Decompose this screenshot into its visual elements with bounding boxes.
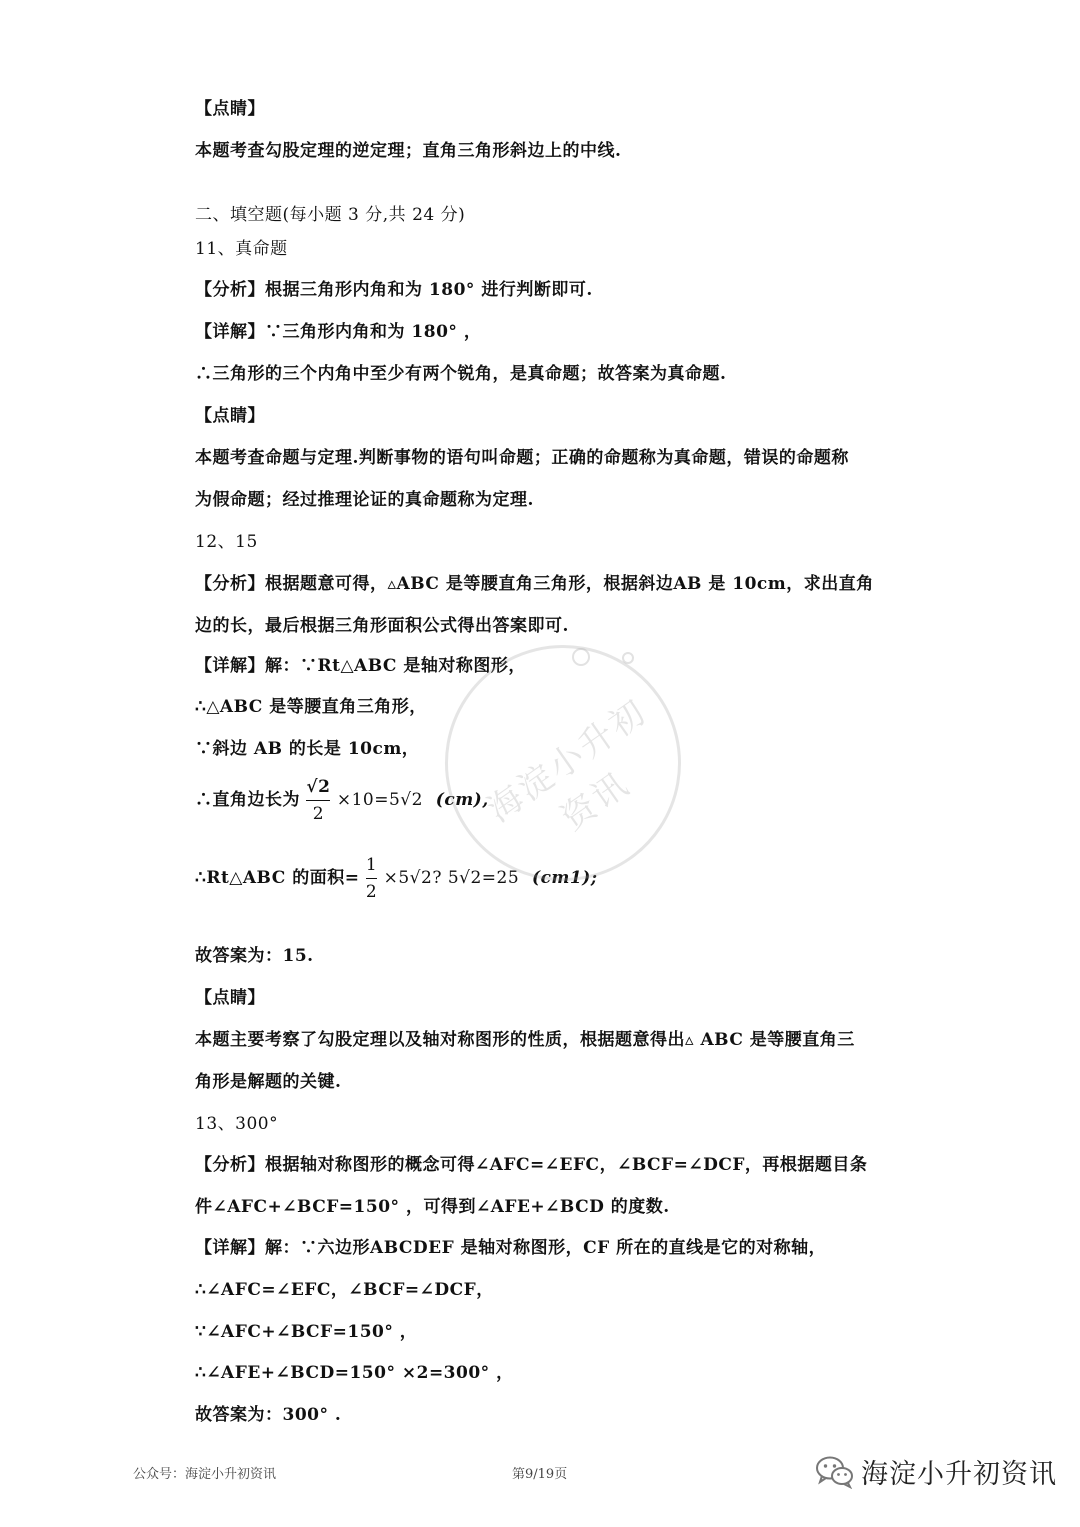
- watermark-text: 海淀小升初资讯: [480, 691, 655, 839]
- paragraph: 【分析】根据轴对称图形的概念可得∠AFC=∠EFC，∠BCF=∠DCF，再根据题目条: [195, 1155, 868, 1175]
- paragraph: 为假命题；经过推理论证的真命题称为定理.: [195, 490, 534, 510]
- formula-unit: (cm),: [435, 790, 489, 810]
- formula-unit: (cm1);: [532, 868, 598, 888]
- wechat-icon: [815, 1455, 855, 1489]
- formula-rest: ×5√2? 5√2=25: [383, 868, 520, 888]
- paragraph: 【详解】解：∵六边形ABCDEF 是轴对称图形，CF 所在的直线是它的对称轴，: [195, 1238, 827, 1258]
- paragraph: ∴∠AFE+∠BCD=150° ×2=300° ，: [195, 1363, 514, 1383]
- paragraph: 本题主要考察了勾股定理以及轴对称图形的性质，根据题意得出▵ ABC 是等腰直角三: [195, 1030, 855, 1050]
- fraction-denominator: 2: [365, 882, 378, 902]
- section-heading: 【点睛】: [195, 406, 265, 426]
- paragraph: 边的长，最后根据三角形面积公式得出答案即可.: [195, 616, 569, 636]
- fraction-bar: [366, 878, 377, 879]
- paragraph: 【分析】根据题意可得，▵ABC 是等腰直角三角形，根据斜边AB 是 10cm，求出直角: [195, 574, 874, 594]
- brand-text: 海淀小升初资讯: [861, 1459, 1057, 1490]
- formula-line: [195, 854, 598, 903]
- section-heading: 【点睛】: [195, 988, 265, 1008]
- paragraph: 角形是解题的关键.: [195, 1072, 342, 1092]
- formula-line: [195, 776, 489, 825]
- question-number: 11、真命题: [195, 239, 288, 259]
- paragraph: 【分析】根据三角形内角和为 180° 进行判断即可.: [195, 280, 593, 300]
- paragraph: 【详解】∵三角形内角和为 180° ，: [195, 322, 482, 342]
- question-number: 12、15: [195, 532, 258, 552]
- question-number: 13、300°: [195, 1114, 279, 1134]
- formula-prefix: ∴Rt△ABC 的面积=: [195, 868, 360, 888]
- paragraph: 故答案为：15.: [195, 946, 314, 966]
- paragraph: 【详解】解：∵Rt△ABC 是轴对称图形，: [195, 656, 526, 676]
- watermark-dot: [622, 652, 634, 664]
- footer-account: 公众号：海淀小升初资讯: [133, 1467, 277, 1482]
- paragraph: ∴△ABC 是等腰直角三角形，: [195, 697, 427, 717]
- paragraph: ∵斜边 AB 的长是 10cm，: [195, 739, 420, 759]
- fraction-bar: [306, 800, 330, 801]
- formula-prefix: ∴直角边长为: [195, 790, 300, 810]
- fraction-numerator: 1: [365, 855, 378, 875]
- brand-watermark: [815, 1452, 1057, 1491]
- page-number: 第9/19页: [512, 1467, 568, 1482]
- fraction: [366, 854, 377, 903]
- fraction: [306, 776, 330, 825]
- section-heading: 【点睛】: [195, 99, 265, 119]
- paragraph: 本题考查命题与定理.判断事物的语句叫命题；正确的命题称为真命题，错误的命题称: [195, 448, 849, 468]
- section-title: 二、填空题(每小题 3 分,共 24 分): [195, 205, 466, 225]
- watermark-dot: [572, 648, 590, 666]
- paragraph: 件∠AFC+∠BCF=150° ，可得到∠AFE+∠BCD 的度数.: [195, 1197, 670, 1217]
- paragraph: ∵∠AFC+∠BCF=150° ，: [195, 1322, 418, 1342]
- fraction-numerator: √2: [306, 777, 331, 797]
- paragraph: ∴∠AFC=∠EFC，∠BCF=∠DCF，: [195, 1280, 494, 1300]
- paragraph: 本题考查勾股定理的逆定理；直角三角形斜边上的中线.: [195, 141, 622, 161]
- paragraph: 故答案为：300° .: [195, 1405, 342, 1425]
- paragraph: ∴三角形的三个内角中至少有两个锐角，是真命题；故答案为真命题.: [195, 364, 727, 384]
- formula-rest: ×10=5√2: [336, 790, 423, 810]
- fraction-denominator: 2: [312, 804, 325, 824]
